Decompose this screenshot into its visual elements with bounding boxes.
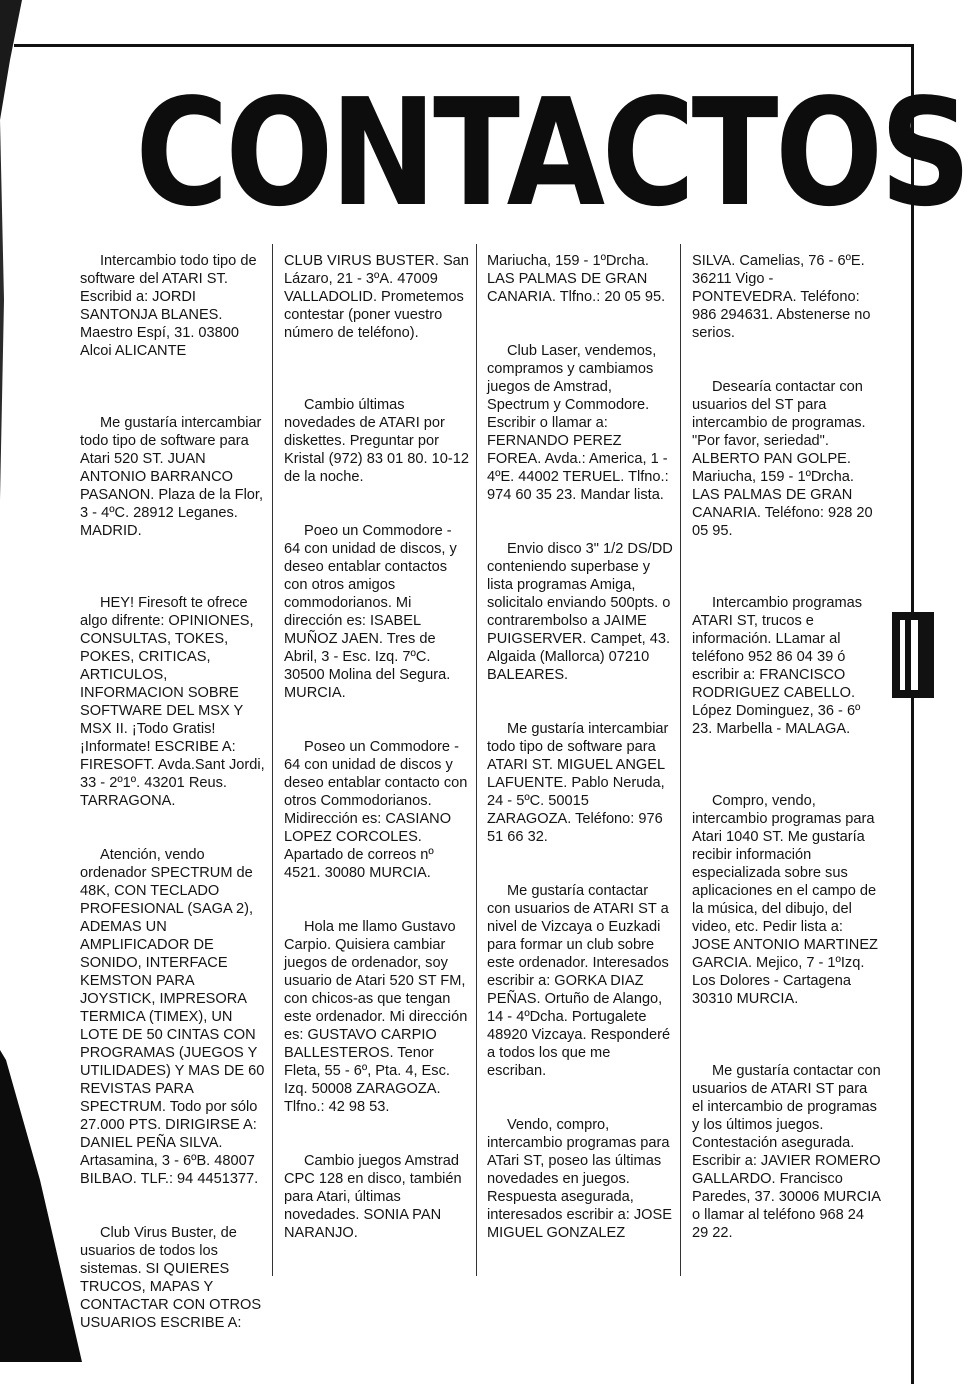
- classified-ad: Desearía contactar con usuarios del ST para intercambio de programas. "Por favor, seriedad". ALBERTO PAN GOLPE. Mariucha, 159 - 1ºDrcha. LAS PALMAS DE GRAN CANARIA. Teléfono: 928 20 05 95.: [692, 379, 873, 539]
- column-1: [80, 252, 266, 1331]
- classified-ad: Club Virus Buster, de usuarios de todos los sistemas. SI QUIERES TRUCOS, MAPAS Y CONTACTAR CON OTROS USUARIOS ESCRIBE A:: [80, 1225, 262, 1331]
- classified-ad: Compro, vendo, intercambio programas para Atari 1040 ST. Me gustaría recibir información especializada sobre sus aplicaciones en el campo de la música, del dibujo, del video, etc. Pedir lista a: JOSE ANTONIO MARTINEZ GARCIA. Mejico, 7 - 1ºIzq. Los Dolores - Cartagena 30310 MURCIA.: [692, 793, 878, 1007]
- classified-ad: Intercambio todo tipo de software del ATARI ST. Escribid a: JORDI SANTONJA BLANES. Maestro Espí, 31. 03800 Alcoi ALICANTE: [80, 253, 257, 359]
- classified-ad: Intercambio programas ATARI ST, trucos e información. LLamar al teléfono 952 86 04 39 ó escribir a: FRANCISCO RODRIGUEZ CABELLO. López Dominguez, 36 - 6º 23. Marbella - MALAGA.: [692, 595, 863, 737]
- classified-ad: Atención, vendo ordenador SPECTRUM de 48K, CON TECLADO PROFESIONAL (SAGA 2), ADEMAS UN AMPLIFICADOR DE SONIDO, INTERFACE KEMSTON PARA JOYSTICK, IMPRESORA TERMICA (TIMEX), UN LOTE DE 50 CINTAS CON PROGRAMAS (JUEGOS Y UTILIDADES) Y MAS DE 60 REVISTAS PARA SPECTRUM. Todo por sólo 27.000 PTS. DIRIGIRSE A: DANIEL PEÑA SILVA. Artasamina, 3 - 6ºB. 48007 BILBAO. TLF.: 94 4451377.: [80, 847, 265, 1187]
- classified-ad: Me gustaría intercambiar todo tipo de software para ATARI ST. MIGUEL ANGEL LAFUENTE. Pablo Neruda, 24 - 5ºC. 50015 ZARAGOZA. Teléfono: 976 51 66 32.: [487, 721, 669, 845]
- classified-ad: Club Laser, vendemos, compramos y cambiamos juegos de Amstrad, Spectrum y Commodore. Escribir o llamar a: FERNANDO PEREZ FOREA. Avda.: America, 1 - 4ºE. 44002 TERUEL. Tlfno.: 974 60 35 23. Mandar lista.: [487, 343, 669, 503]
- column-4: [692, 252, 882, 1282]
- tab-marker-bar: [905, 620, 911, 690]
- classified-ad: Vendo, compro, intercambio programas para ATari ST, poseo las últimas novedades en juegos. Respuesta asegurada, interesados escribir a: JOSE MIGUEL GONZALEZ: [487, 1117, 672, 1241]
- column-2: [284, 252, 470, 1282]
- classified-ad: Envio disco 3" 1/2 DS/DD conteniendo superbase y lista programas Amiga, solicitalo enviando 500pts. o contrarembolso a JAIME PUIGSERVER. Campet, 43. Algaida (Mallorca) 07210 BALEARES.: [487, 541, 673, 683]
- page-title: CONTACTOS: [135, 67, 969, 239]
- classified-ad: Me gustaría contactar con usuarios de ATARI ST para el intercambio de programas y los últimos juegos. Contestación asegurada. Escribir a: JAVIER ROMERO GALLARDO. Francisco Paredes, 37. 30006 MURCIA o llamar al teléfono 968 24 29 22.: [692, 1063, 881, 1241]
- classified-ad: Me gustaría intercambiar todo tipo de software para Atari 520 ST. JUAN ANTONIO BARRANCO PASANON. Plaza de la Flor, 3 - 4ºC. 28912 Leganes. MADRID.: [80, 415, 264, 539]
- classified-ad: Mariucha, 159 - 1ºDrcha. LAS PALMAS DE GRAN CANARIA. Tlfno.: 20 05 95.: [487, 253, 666, 305]
- classified-ad: Hola me llamo Gustavo Carpio. Quisiera cambiar juegos de ordenador, soy usuario de Atari 520 ST FM, con chicos-as que tengan este ordenador. Mi dirección es: GUSTAVO CARPIO BALLESTEROS. Tenor Fleta, 55 - 6º, Pta. 4, Esc. Izq. 50008 ZARAGOZA. Tlfno.: 42 98 53.: [284, 919, 468, 1115]
- classified-ad: Me gustaría contactar con usuarios de ATARI ST a nivel de Vizcaya o Euzkadi para formar un club sobre este ordenador. Interesados escribir a: GORKA DIAZ PEÑAS. Ortuño de Alango, 14 - 4ºDcha. Portugalete 48920 Vizcaya. Responderé a todos los que me escriban.: [487, 883, 671, 1079]
- column-3: [487, 252, 673, 1282]
- classified-ad: Poeo un Commodore - 64 con unidad de discos, y deseo entablar contactos con otros amigos commodorianos. Mi dirección es: ISABEL MUÑOZ JAEN. Tres de Abril, 3 - Esc. Izq. 7ºC. 30500 Molina del Segura. MURCIA.: [284, 523, 457, 701]
- section-tab-marker: [892, 612, 934, 698]
- classified-ad: HEY! Firesoft te ofrece algo difrente: OPINIONES, CONSULTAS, TOKES, POKES, CRITICAS, ARTICULOS, INFORMACION SOBRE SOFTWARE DEL MSX Y MSX II. ¡Todo Gratis! ¡Informate! ESCRIBE A: FIRESOFT. Avda.Sant Jordi, 33 - 2º1º. 43201 Reus. TARRAGONA.: [80, 595, 265, 809]
- classified-ad: Cambio juegos Amstrad CPC 128 en disco, también para Atari, últimas novedades. SONIA PAN NARANJO.: [284, 1153, 462, 1241]
- classified-ad: SILVA. Camelias, 76 - 6ºE. 36211 Vigo - PONTEVEDRA. Teléfono: 986 294631. Abstenerse no serios.: [692, 253, 871, 341]
- classified-ad: Cambio últimas novedades de ATARI por diskettes. Preguntar por Kristal (972) 83 01 80. 10-12 de la noche.: [284, 397, 469, 485]
- classified-ad: Poseo un Commodore - 64 con unidad de discos y deseo entablar contacto con otros Commodorianos. Midirección es: CASIANO LOPEZ CORCOLES. Apartado de correos nº 4521. 30080 MURCIA.: [284, 739, 468, 881]
- column-divider-1: [272, 244, 273, 1276]
- classified-ad: CLUB VIRUS BUSTER. San Lázaro, 21 - 3ºA. 47009 VALLADOLID. Prometemos contestar (poner vuestro número de teléfono).: [284, 253, 469, 341]
- column-divider-3: [680, 244, 681, 1276]
- column-divider-2: [476, 244, 477, 1276]
